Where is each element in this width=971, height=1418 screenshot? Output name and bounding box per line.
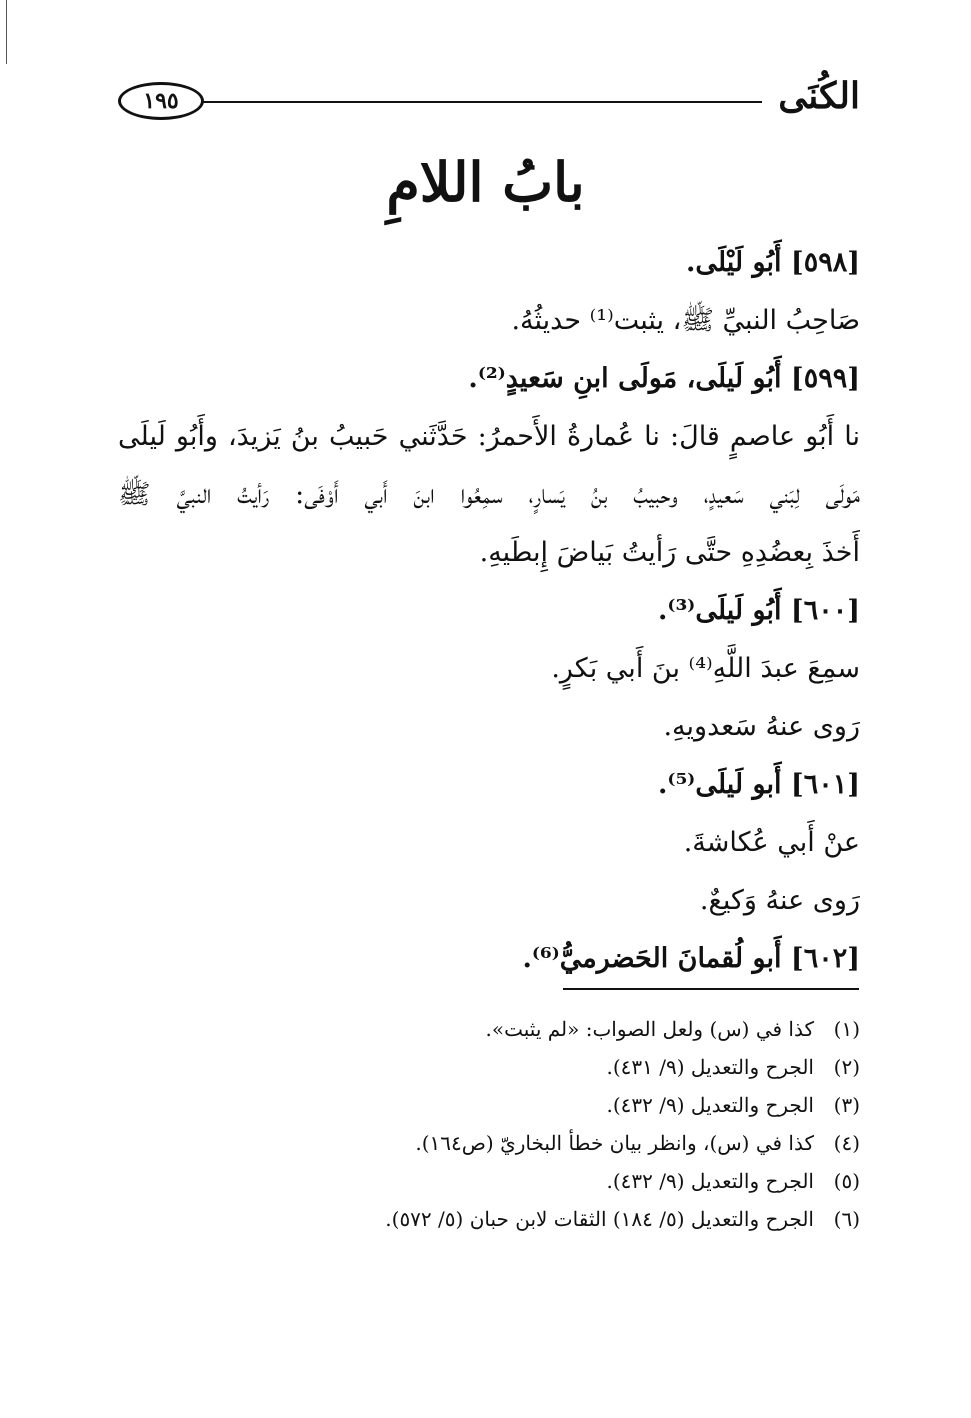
page-number-oval — [118, 82, 204, 120]
text-line: أَخذَ بِعضُدِهِ حتَّى رَأيتُ بَياضَ إِبطَيهِ. — [479, 537, 860, 568]
footnote-item — [118, 1124, 860, 1162]
text-line: عنْ أَبي عُكاشةَ. — [683, 827, 860, 858]
footnote-text: الجرح والتعديل (٩/ ٤٣٢). — [606, 1169, 814, 1193]
footnote-number: (١) — [833, 1017, 860, 1041]
footnotes — [118, 1010, 860, 1238]
footnote-separator — [563, 988, 859, 990]
text-line: رَوى عنهُ وَكيعٌ. — [699, 885, 860, 916]
footnote-number: (٢) — [833, 1055, 860, 1079]
running-header — [118, 76, 860, 128]
footnote-item — [118, 1048, 860, 1086]
footnote-item — [118, 1162, 860, 1200]
footnote-text: الجرح والتعديل (٩/ ٤٣١). — [606, 1055, 814, 1079]
footnote-text: كذا في (س)، وانظر بيان خطأ البخاريّ (ص١٦٤). — [415, 1131, 814, 1155]
text-line: سمِعَ عبدَ اللَّهِ⁽⁴⁾ بنَ أَبي بَكرٍ. — [551, 653, 860, 684]
page-number: ١٩٥ — [143, 88, 179, 114]
entry-heading-598: [٥٩٨] أَبُو لَيْلَى. — [685, 247, 860, 278]
footnote-item — [118, 1086, 860, 1124]
page-edge-mark — [6, 0, 7, 64]
entry-heading-602: [٦٠٢] أَبو لُقمانَ الحَضرميُّ⁽⁶⁾. — [522, 943, 860, 974]
footnote-number: (٦) — [833, 1207, 860, 1231]
footnote-number: (٥) — [833, 1169, 860, 1193]
chapter-title: بابُ اللامِ — [386, 150, 585, 214]
footnote-item — [118, 1010, 860, 1048]
footnote-text: الجرح والتعديل (٩/ ٤٣٢). — [606, 1093, 814, 1117]
footnote-text: الجرح والتعديل (٥/ ١٨٤) الثقات لابن حبان (٥/ ٥٧٢). — [385, 1207, 814, 1231]
entry-heading-600: [٦٠٠] أَبُو لَيلَى⁽³⁾. — [658, 595, 860, 626]
footnote-number: (٣) — [833, 1093, 860, 1117]
main-text — [118, 234, 860, 988]
footnote-number: (٤) — [833, 1131, 860, 1155]
text-line: صَاحِبُ النبيِّ ﷺ، يثبت⁽¹⁾ حديثُهُ. — [511, 305, 860, 336]
text-line: مَولَى لِبَني سَعيدٍ، وحبيبُ بنُ يَسارٍ، سمِعُوا ابنَ أَبي أَوْفَى: رَأيتُ النبيَّ ﷺ — [118, 479, 860, 510]
footnote-text: كذا في (س) ولعل الصواب: «لم يثبت». — [485, 1017, 814, 1041]
text-line: رَوى عنهُ سَعدويهِ. — [663, 711, 860, 742]
text-line: نا أَبُو عاصمٍ قالَ: نا عُمارةُ الأَحمرُ: حَدَّثَني حَبيبُ بنُ يَزيدَ، وأَبُو لَيلَى — [118, 421, 860, 452]
book-title: الكُنَى — [778, 75, 860, 117]
footnote-item — [118, 1200, 860, 1238]
entry-heading-599: [٥٩٩] أَبُو لَيلَى، مَولَى ابنِ سَعيدٍ⁽²⁾. — [468, 363, 860, 394]
entry-heading-601: [٦٠١] أَبو لَيلَى⁽⁵⁾. — [658, 769, 860, 800]
header-rule — [202, 101, 762, 103]
